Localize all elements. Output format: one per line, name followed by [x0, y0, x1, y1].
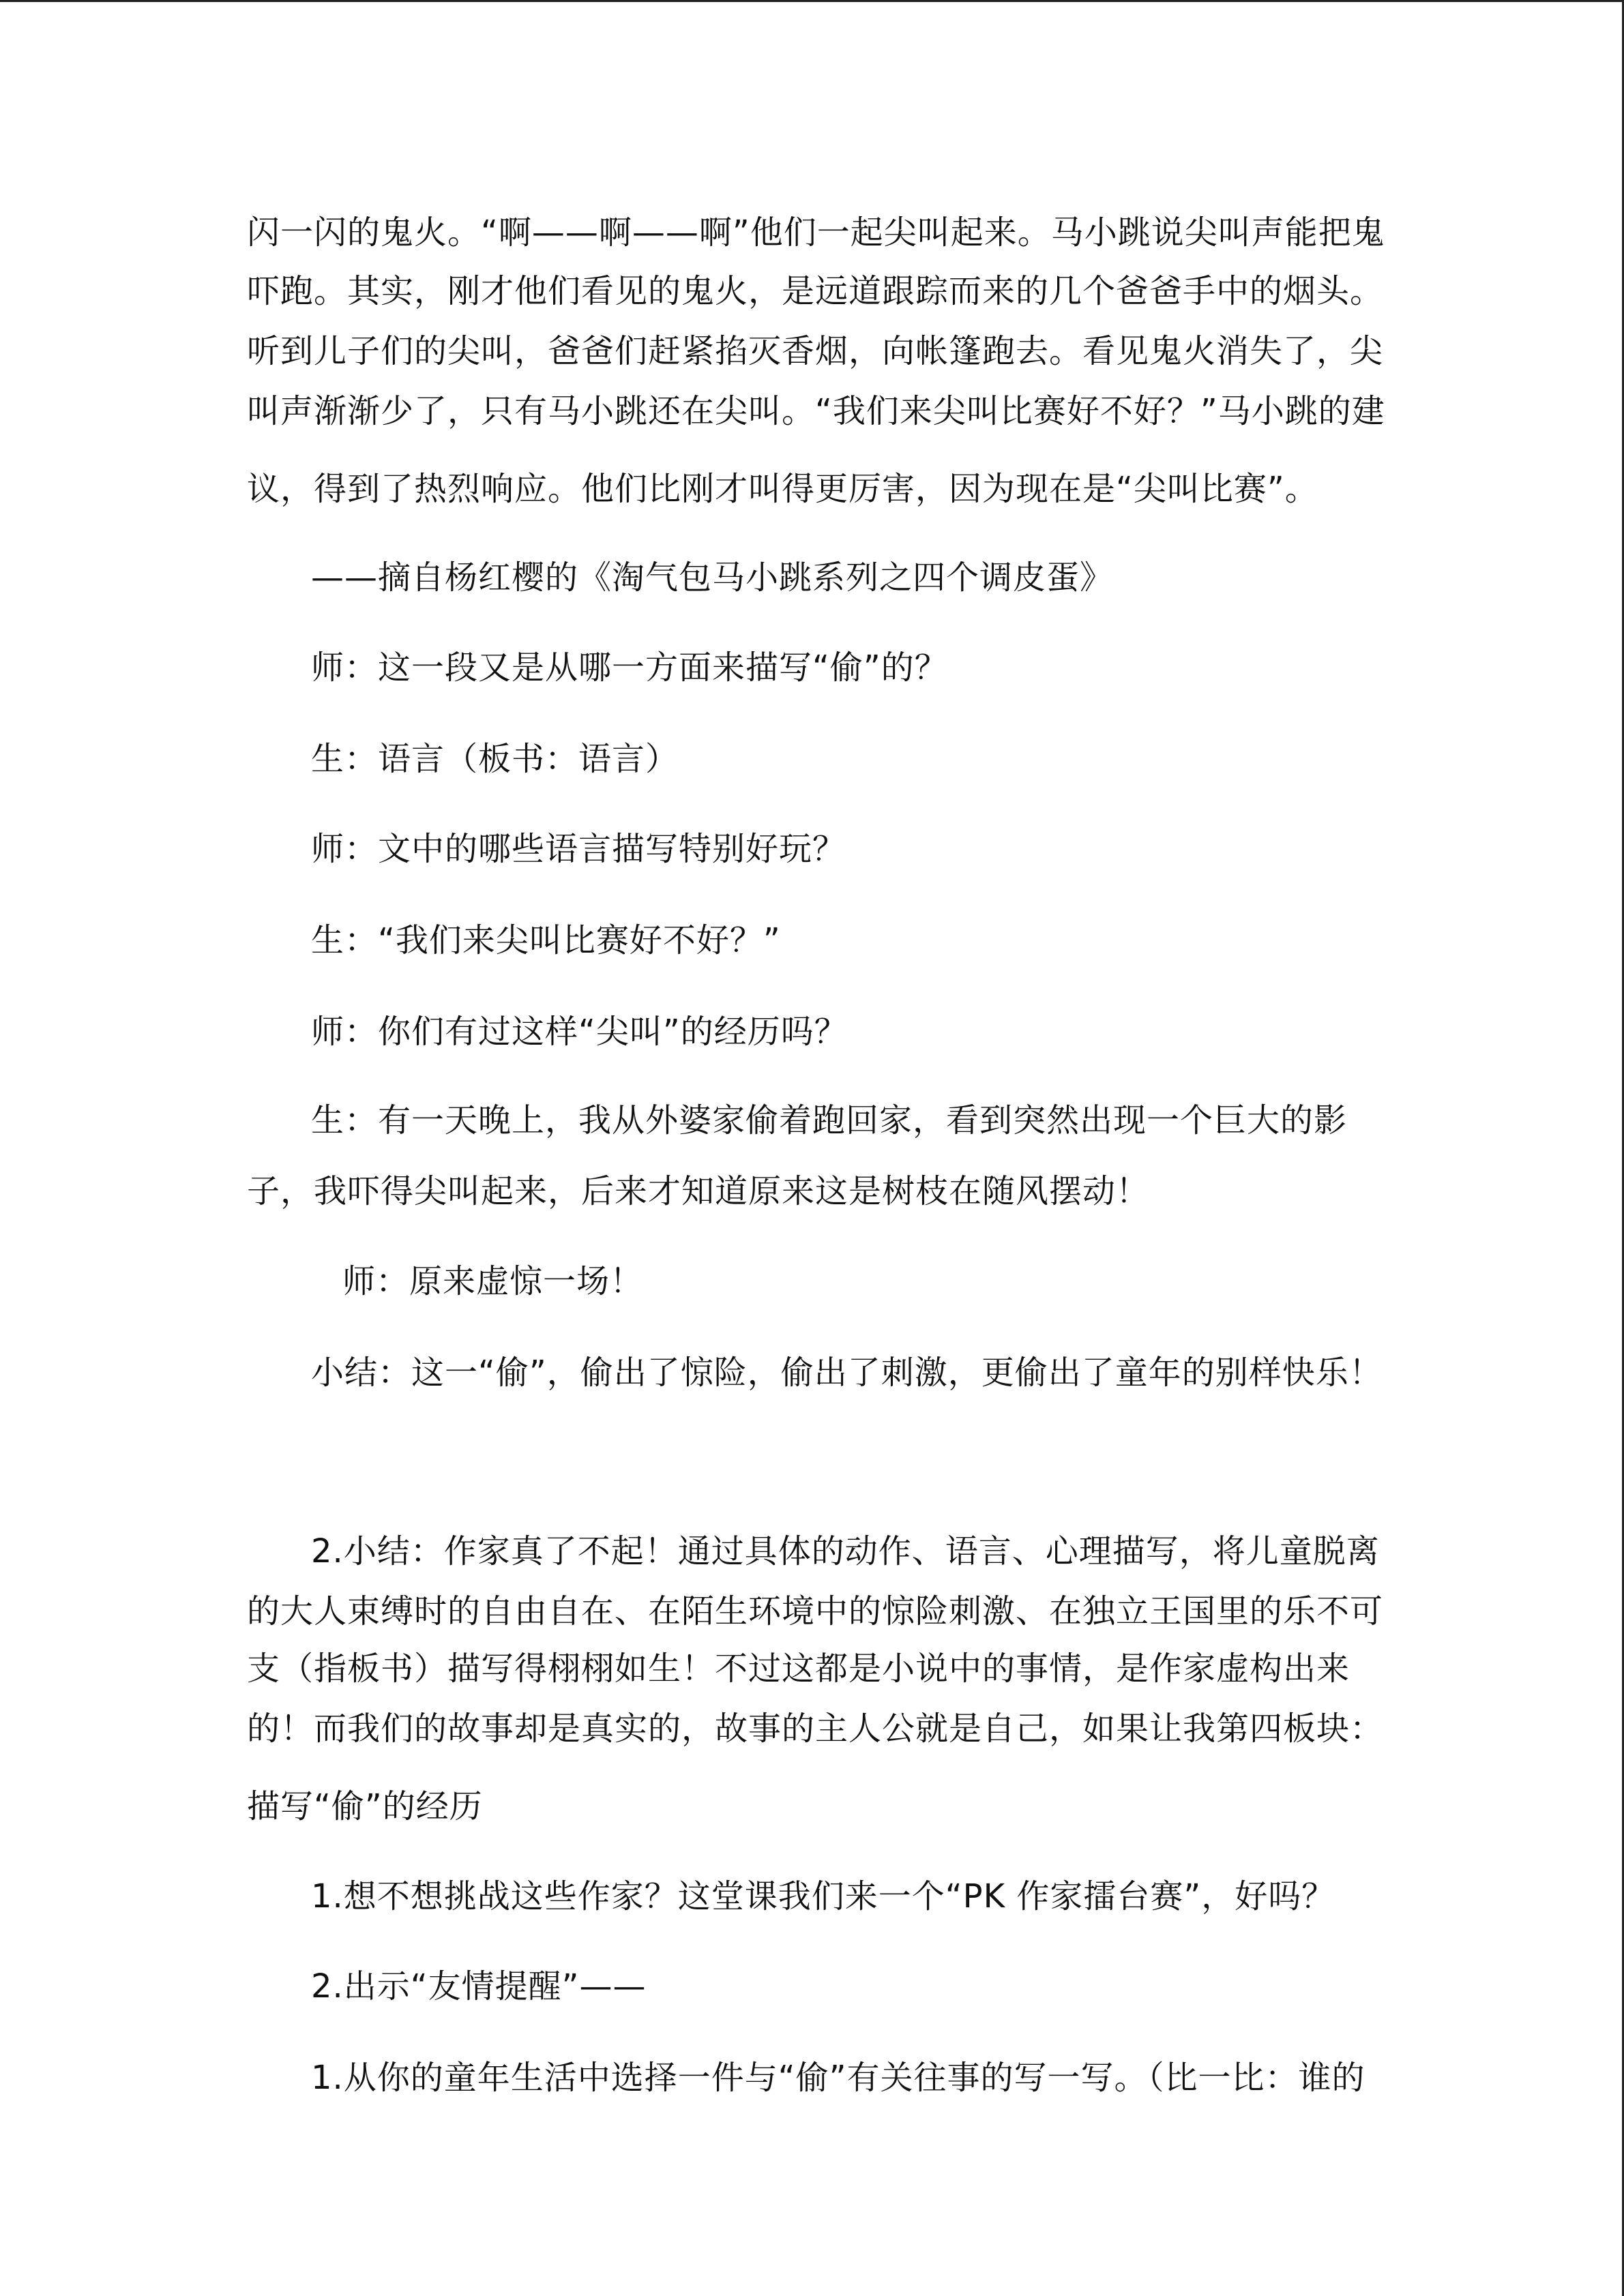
- text-line: 听到儿子们的尖叫，爸爸们赶紧掐灭香烟，向帐篷跑去。看见鬼火消失了，尖: [247, 332, 1384, 370]
- dialogue-line: 生：语言（板书：语言）: [311, 740, 679, 778]
- dialogue-line: 师：文中的哪些语言描写特别好玩？: [311, 830, 846, 868]
- text-line: 闪一闪的鬼火。“啊——啊——啊”他们一起尖叫起来。马小跳说尖叫声能把鬼: [247, 213, 1385, 252]
- text-line: 叫声渐渐少了，只有马小跳还在尖叫。“我们来尖叫比赛好不好？”马小跳的建: [247, 392, 1385, 430]
- text-line: 议，得到了热烈响应。他们比刚才叫得更厉害，因为现在是“尖叫比赛”。: [247, 470, 1318, 508]
- dialogue-line: 师：你们有过这样“尖叫”的经历吗？: [311, 1013, 848, 1051]
- dialogue-line: 师：这一段又是从哪一方面来描写“偷”的？: [311, 648, 948, 687]
- section-heading: 描写“偷”的经历: [247, 1787, 483, 1825]
- dialogue-line: 生：有一天晚上，我从外婆家偷着跑回家，看到突然出现一个巨大的影: [311, 1101, 1348, 1139]
- text-line: 1.从你的童年生活中选择一件与“偷”有关往事的写一写。（比一比：谁的: [311, 2059, 1365, 2097]
- dialogue-line: 师：原来虚惊一场！: [342, 1262, 644, 1300]
- quote-source: ——摘自杨红樱的《淘气包马小跳系列之四个调皮蛋》: [311, 558, 1114, 597]
- dialogue-line: 子，我吓得尖叫起来，后来才知道原来这是树枝在随风摆动！: [247, 1172, 1150, 1210]
- text-line: 1.想不想挑战这些作家？这堂课我们来一个“PK 作家擂台赛”，好吗？: [311, 1877, 1335, 1915]
- text-line: 2.小结：作家真了不起！通过具体的动作、语言、心理描写，将儿童脱离: [311, 1532, 1380, 1570]
- text-line: 支（指板书）描写得栩栩如生！不过这都是小说中的事情，是作家虚构出来: [247, 1650, 1350, 1688]
- text-line: 2.出示“友情提醒”——: [311, 1967, 647, 2006]
- text-line: 吓跑。其实，刚才他们看见的鬼火，是远道跟踪而来的几个爸爸手中的烟头。: [247, 272, 1384, 310]
- text-line: 的大人束缚时的自由自在、在陌生环境中的惊险刺激、在独立王国里的乐不可: [247, 1592, 1384, 1630]
- text-line: 的！而我们的故事却是真实的，故事的主人公就是自己，如果让我第四板块：: [247, 1710, 1384, 1748]
- dialogue-line: 生：“我们来尖叫比赛好不好？”: [311, 921, 781, 959]
- summary-line: 小结：这一“偷”，偷出了惊险，偷出了刺激，更偷出了童年的别样快乐！: [311, 1354, 1383, 1392]
